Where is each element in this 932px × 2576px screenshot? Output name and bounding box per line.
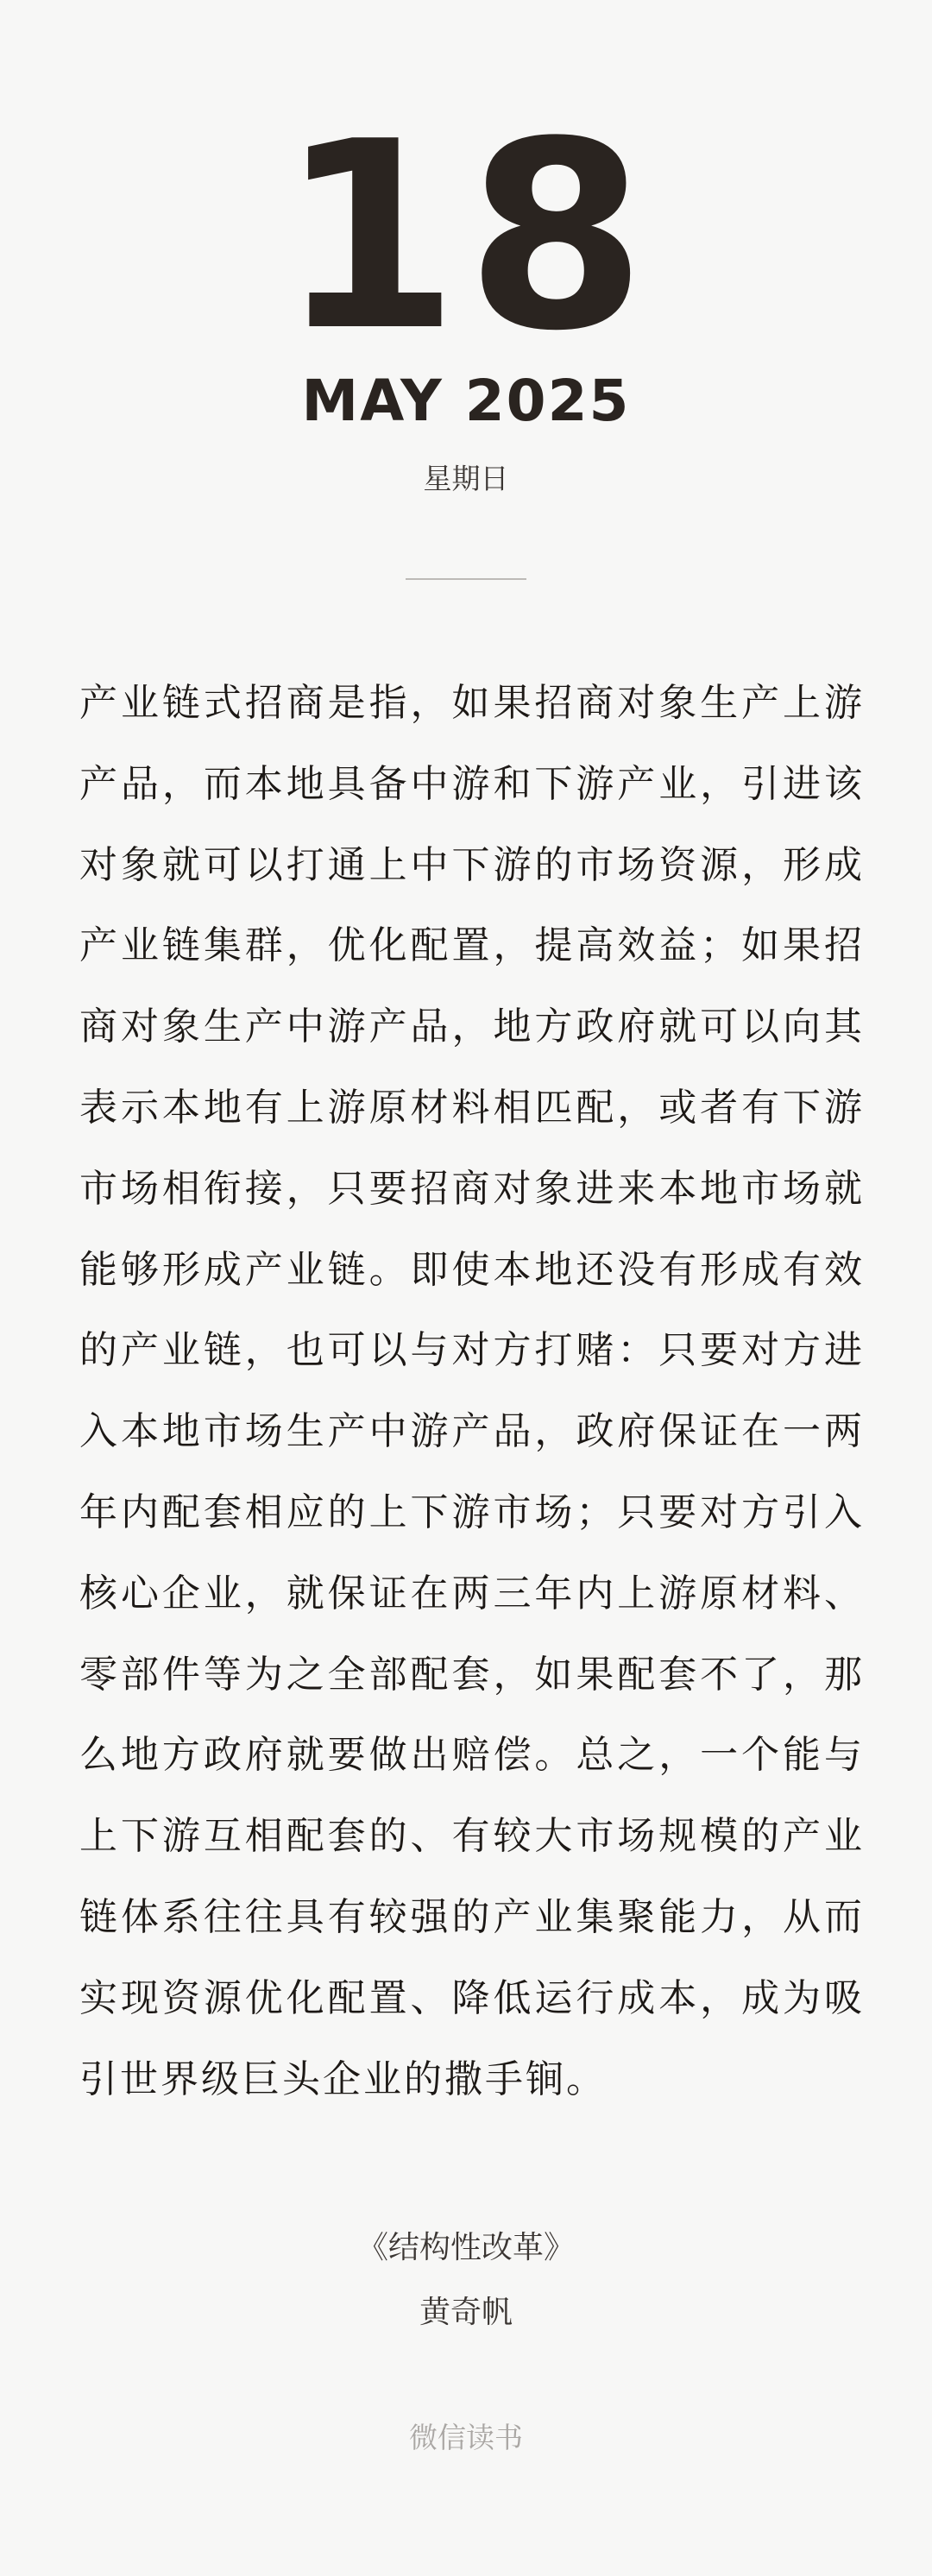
author-name: 黄奇帆 (419, 2295, 513, 2330)
divider (406, 578, 526, 580)
day-number: 18 (279, 86, 653, 387)
app-brand: 微信读书 (409, 2421, 523, 2454)
book-title: 《结构性改革》 (356, 2230, 575, 2265)
quote-text: 产业链式招商是指，如果招商对象生产上游产品，而本地具备中游和下游产业，引进该对象就可以打通上中下游的市场资源，形成产业链集群，优化配置，提高效益；如果招商对象生产中游产品，地方政府就可以向其表示本地有上游原材料相匹配，或者有下游市场相衔接，只要招商对象进来本地市场就能够形成产业链。即使本地还没有形成有效的产业链，也可以与对方打赌：只要对方进入本地市场生产中游产品，政府保证在一两年内配套相应的上下游市场；只要对方引入核心企业，就保证在两三年内上游原材料、零部件等为之全部配套，如果配套不了，那么地方政府就要做出赔偿。总之，一个能与上下游互相配套的、有较大市场规模的产业链体系往往具有较强的产业集聚能力，从而实现资源优化配置、降低运行成本，成为吸引世界级巨头企业的撒手锏。 (79, 681, 865, 2101)
weekday: 星期日 (423, 462, 509, 495)
month-year: MAY 2025 (301, 368, 631, 434)
